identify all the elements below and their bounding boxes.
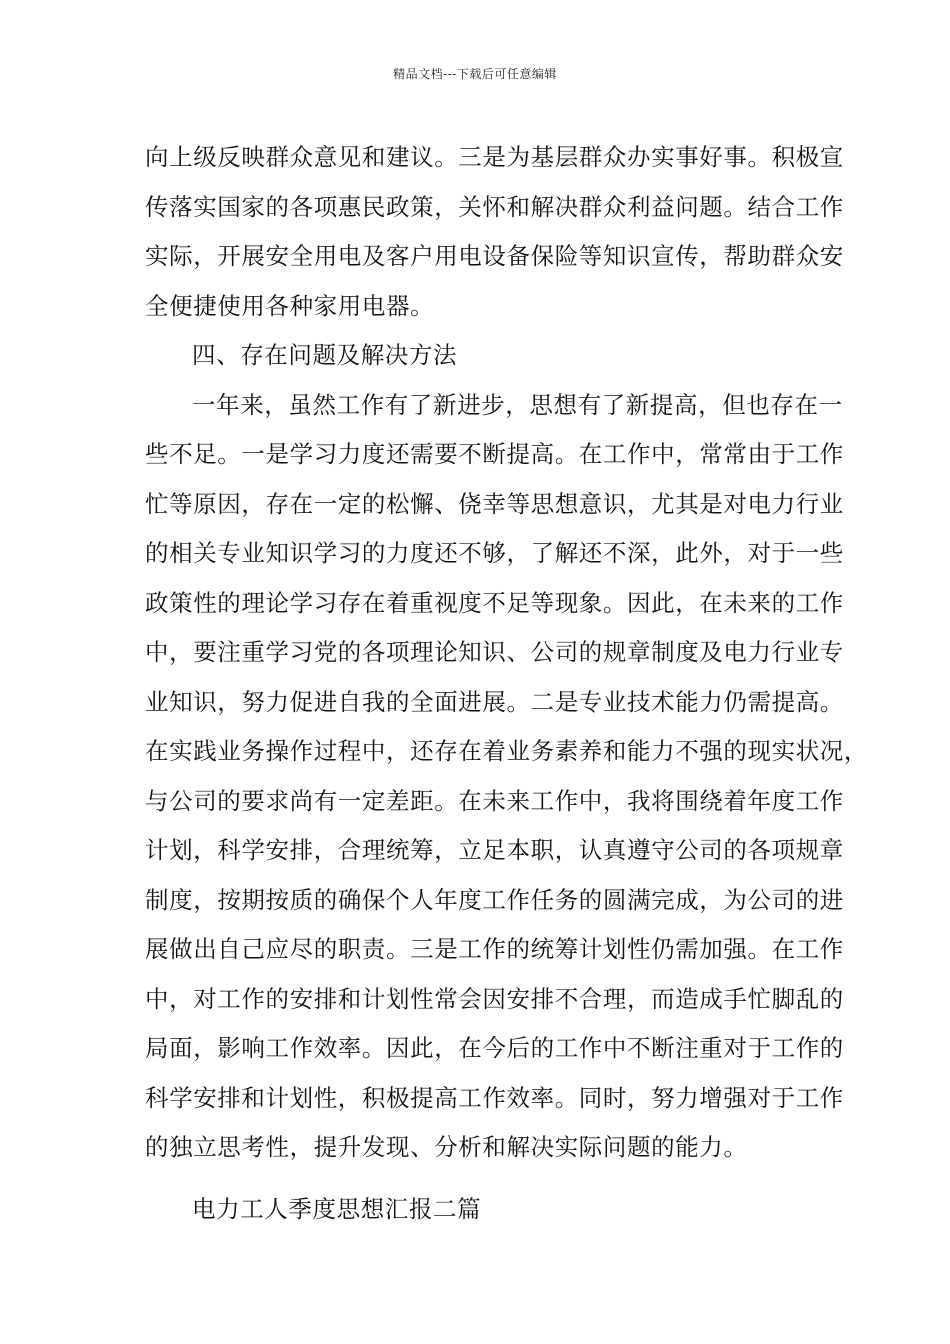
paragraph-line: 忙等原因，存在一定的松懈、侥幸等思想意识，尤其是对电力行业 xyxy=(145,489,844,518)
paragraph-line: 政策性的理论学习存在着重视度不足等现象。因此，在未来的工作 xyxy=(145,588,844,617)
paragraph-line: 的独立思考性，提升发现、分析和解决实际问题的能力。 xyxy=(145,1133,748,1161)
paragraph-line: 实际，开展安全用电及客户用电设备保险等知识宣传，帮助群众安 xyxy=(145,242,844,270)
paragraph-line: 中，要注重学习党的各项理论知识、公司的规章制度及电力行业专 xyxy=(145,638,844,666)
document-body xyxy=(145,133,868,1234)
paragraph-line: 向上级反映群众意见和建议。三是为基层群众办实事好事。积极宣 xyxy=(145,143,844,171)
paragraph-line: 与公司的要求尚有一定差距。在未来工作中，我将围绕着年度工作 xyxy=(145,786,844,815)
paragraph-line: 一年来，虽然工作有了新进步，思想有了新提高，但也存在一 xyxy=(192,390,843,419)
paragraph-line: 中，对工作的安排和计划性常会因安排不合理，而造成手忙脚乱的 xyxy=(145,984,844,1013)
paragraph-line: 展做出自己应尽的职责。三是工作的统筹计划性仍需加强。在工作 xyxy=(145,935,844,963)
section-title: 电力工人季度思想汇报二篇 xyxy=(192,1194,482,1223)
paragraph-line: 业知识，努力促进自我的全面进展。二是专业技术能力仍需提高。 xyxy=(145,687,844,716)
paragraph-line: 传落实国家的各项惠民政策，关怀和解决群众利益问题。结合工作 xyxy=(145,192,844,221)
paragraph-line: 的相关专业知识学习的力度还不够，了解还不深，此外，对于一些 xyxy=(145,539,844,567)
paragraph-line: 制度，按期按质的确保个人年度工作任务的圆满完成，为公司的进 xyxy=(145,885,844,914)
paragraph-line: 局面，影响工作效率。因此，在今后的工作中不断注重对于工作的 xyxy=(145,1034,844,1062)
paragraph-line: 在实践业务操作过程中，还存在着业务素养和能力不强的现实状况， xyxy=(145,737,868,765)
paragraph-line: 计划，科学安排，合理统筹，立足本职，认真遵守公司的各项规章 xyxy=(145,836,844,864)
paragraph-line: 些不足。一是学习力度还需要不断提高。在工作中，常常由于工作 xyxy=(145,440,844,468)
paragraph-line: 科学安排和计划性，积极提高工作效率。同时，努力增强对于工作 xyxy=(145,1083,844,1112)
page-header: 精品文档---下载后可任意编辑 xyxy=(393,67,557,81)
paragraph-line: 全便捷使用各种家用电器。 xyxy=(145,291,435,320)
section-heading: 四、存在问题及解决方法 xyxy=(192,341,458,369)
